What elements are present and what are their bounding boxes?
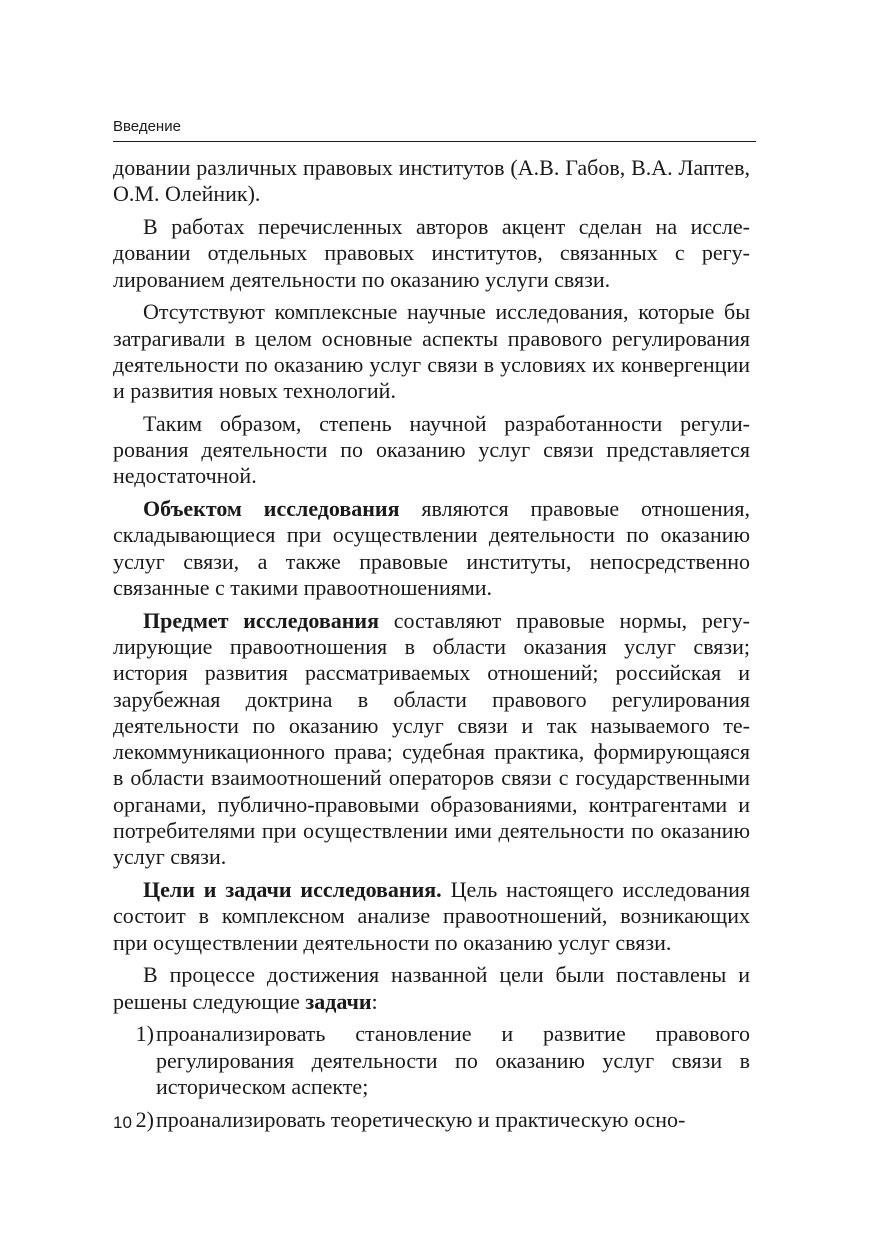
list-item-number: 1) [135, 1021, 154, 1047]
bold-term: Объектом исследования [143, 496, 400, 522]
paragraph-text: являются правовые отношения, складывающиеся при осуществлении деятельности по оказанию услуг связи, а также правовые институты, непосредственно связанные с такими правоотношениями. [113, 496, 750, 601]
paragraph-goals [113, 877, 750, 956]
list-item-text: проанализировать теоретическую и практическую осно- [156, 1106, 686, 1132]
page-body [113, 155, 750, 1139]
header-rule [113, 141, 756, 142]
paragraph-text: составляют правовые нормы, регулирующие правоотношения в области оказания услуг связи; история развития рассматриваемых отношений; российская и зарубежная доктрина в области правового регулирования деятельности по оказанию услуг связи и так называемого телекоммуникационного права; судебная практика, формирующаяся в области взаимоотношений операторов связи с государственными органами, публично-правовыми образованиями, контрагентами и потребителями при осуществлении ими деятельности по оказанию услуг связи. [113, 607, 750, 870]
bold-term: Предмет исследования [143, 607, 379, 633]
paragraph-object [113, 496, 750, 601]
paragraph-text: В процессе достижения названной цели были поставлены и решены следующие [113, 962, 750, 1014]
paragraph: Таким образом, степень научной разработанности регулирования деятельности по оказанию услуг связи представляется недостаточной. [113, 410, 750, 489]
bold-term: Цели и задачи исследования. [143, 877, 442, 903]
paragraph-continuation: довании различных правовых институтов (А.В. Габов, В.А. Лаптев, О.М. Олейник). [113, 155, 750, 207]
list-item-text: проанализировать становление и развитие правового регулирования деятельности по оказанию услуг связи в историческом аспекте; [156, 1021, 750, 1099]
paragraph: Отсутствуют комплексные научные исследования, которые бы затрагивали в целом основные аспекты правового регулирования деятельности по оказанию услуг связи в условиях их конвергенции и развития новых технологий. [113, 299, 750, 404]
paragraph-tasks-intro [113, 962, 750, 1015]
list-item [113, 1107, 750, 1133]
paragraph-text: Цель настоящего исследования состоит в комплексном анализе правоотношений, возникающих при осуществлении деятельности по оказанию услуг связи. [113, 877, 751, 955]
running-head: Введение [113, 118, 181, 135]
paragraph-subject [113, 608, 750, 871]
paragraph: В работах перечисленных авторов акцент сделан на исследовании отдельных правовых институтов, связанных с регулированием деятельности по оказанию услуги связи. [113, 213, 750, 292]
paragraph-text: : [371, 988, 378, 1014]
list-item [113, 1021, 750, 1100]
page-number: 10 [113, 1113, 132, 1132]
list-item-number: 2) [135, 1106, 154, 1132]
bold-term: задачи [305, 988, 372, 1014]
